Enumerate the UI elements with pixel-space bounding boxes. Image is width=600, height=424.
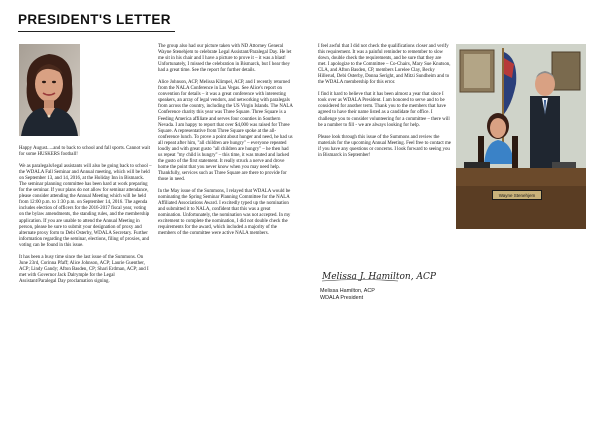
- paragraph: I feel awful that I did not check the qualifications closer and verify this requirement. It was a painful reminder to remember to slow down, double check the requirements, and be sure that they are met. I apologize to the Committee – Co-Chairs, Mary Sue Knutson, CLA, and Afton Basden, CP, members Lorelee Clay, Becky Hillerud, Debi Osterby, Donna Seright, and Mitzi Sundheim and to the WDALA membership for this error.: [318, 44, 451, 86]
- signature-script: Melissa J. Hamilton, ACP: [322, 272, 436, 282]
- paragraph: Happy August.....and to back to school and fall sports. Cannot wait for some HUSKERS football!: [19, 146, 150, 158]
- signature-name: Melissa Hamilton, ACP: [320, 288, 375, 294]
- paragraph: We as paralegals/legal assistants will also be going back to school – the WDALA Fall Seminar and Annual meeting, which will be held on September 13, and 14, 2016, at the Holiday Inn in Bismarck. The seminar planning committee has been hard at work preparing for the seminar. If your plans do not allow for seminar attendance, please consider attending the Annual Meeting which will be held from 12:00 p.m. to 1:30 p.m. on September 14, 2016. The agenda includes election of officers for the 2016-2017 fiscal year, voting on the bylaw amendments, the standing rules, and the membership application. If you are unable to attend the Annual Meeting in person, please be sure to submit your designation of proxy and alternate proxy form to Debi Osterby, WDALA Secretary. Further information regarding the seminar, elections, filing of proxies, and voting can be found in this issue.: [19, 164, 152, 248]
- president-headshot-photo: [19, 44, 80, 136]
- paragraph: Alice Johnson, ACP, Melissa Klimpel, ACP, and I recently returned from the NALA Conference in Las Vegas. See Alice's report on convention for details – it was a great conference with interesting speakers, an array of legal vendors, and networking with paralegals from across the country, including the US Virgin Islands. The NALA Conference charity this year was Three Square. Three Square is a Feeding America affiliate and serves four counties in Southern Nevada. I am happy to report that over $4,000 was raised for Three Square. A representative from Three Square spoke at the all-conference lunch. To prove a point about hunger and need, he had us all repeat after him, "all children are hungry" – everyone repeated loudly and with great gusto "all children are hungry" – he then had us repeat "my child is hungry" – this time, it was muted and lacked the gusto of the first statement. It really struck a nerve and drove home the point that you never know when you may need help. Thankfully, services such as Three Square are there to provide for those in need.: [158, 80, 293, 182]
- letter-column-2: [158, 44, 294, 243]
- office-photo-illustration: [456, 44, 586, 229]
- signature-role: WDALA President: [320, 295, 364, 301]
- paragraph: The group also had our picture taken with ND Attorney General Wayne Stenehjem to celebrate Legal Assistant/Paralegal Day. He let me sit in his chair and I have a picture to prove it – it was a blast! Unfortunately, I missed the celebration in Bismarck, but I hear they had a great time. See the report for further details.: [158, 44, 292, 74]
- letter-column-1: [19, 146, 152, 291]
- attorney-general-office-photo: [456, 44, 586, 229]
- paragraph: It has been a busy time since the last issue of the Summons. On June 23rd, Corinna Pfaff; Alice Johnson, ACP; Laurie Guenther, ACP; Lindy Gandy; Afton Basden, CP; Shari Erdman, ACP; and I met with Governor Jack Dalrymple for the Legal Assistant/Paralegal Day proclamation signing.: [19, 254, 149, 284]
- paragraph: Please look through this issue of the Summons and review the materials for the upcoming Annual Meeting. Feel free to contact me if you have any questions or concerns. I look forward to seeing you in Bismarck in September!: [318, 134, 451, 158]
- title-underline: [18, 31, 175, 32]
- nameplate-text: Wayne Stenehjem: [498, 193, 536, 198]
- headshot-illustration: [19, 44, 80, 136]
- paragraph: I find it hard to believe that it has been almost a year that since I took over as WDALA President. I am honored to serve and to be considered for another term. Thank you to the members that have agreed to have their name listed as a candidate for office. I challenge you to consider volunteering for a committee – there will be a number to fill - we are always looking for help.: [318, 92, 450, 128]
- signature-image: [320, 267, 440, 283]
- page-title: PRESIDENT'S LETTER: [18, 12, 171, 27]
- paragraph: In the May issue of the Summons, I relayed that WDALA would be nominating the Spring Seminar Planning Committee for the NALA Affiliated Associations Award. I excitedly typed up the nomination and submitted it to NALA, confident that this was a great nomination. Unfortunately, the nomination was not accepted. In my excitement to complete the nomination, I did not double check the requirements for the award, which included a majority of the members of the committee were active NALA members.: [158, 189, 291, 237]
- letter-column-3: [318, 44, 451, 165]
